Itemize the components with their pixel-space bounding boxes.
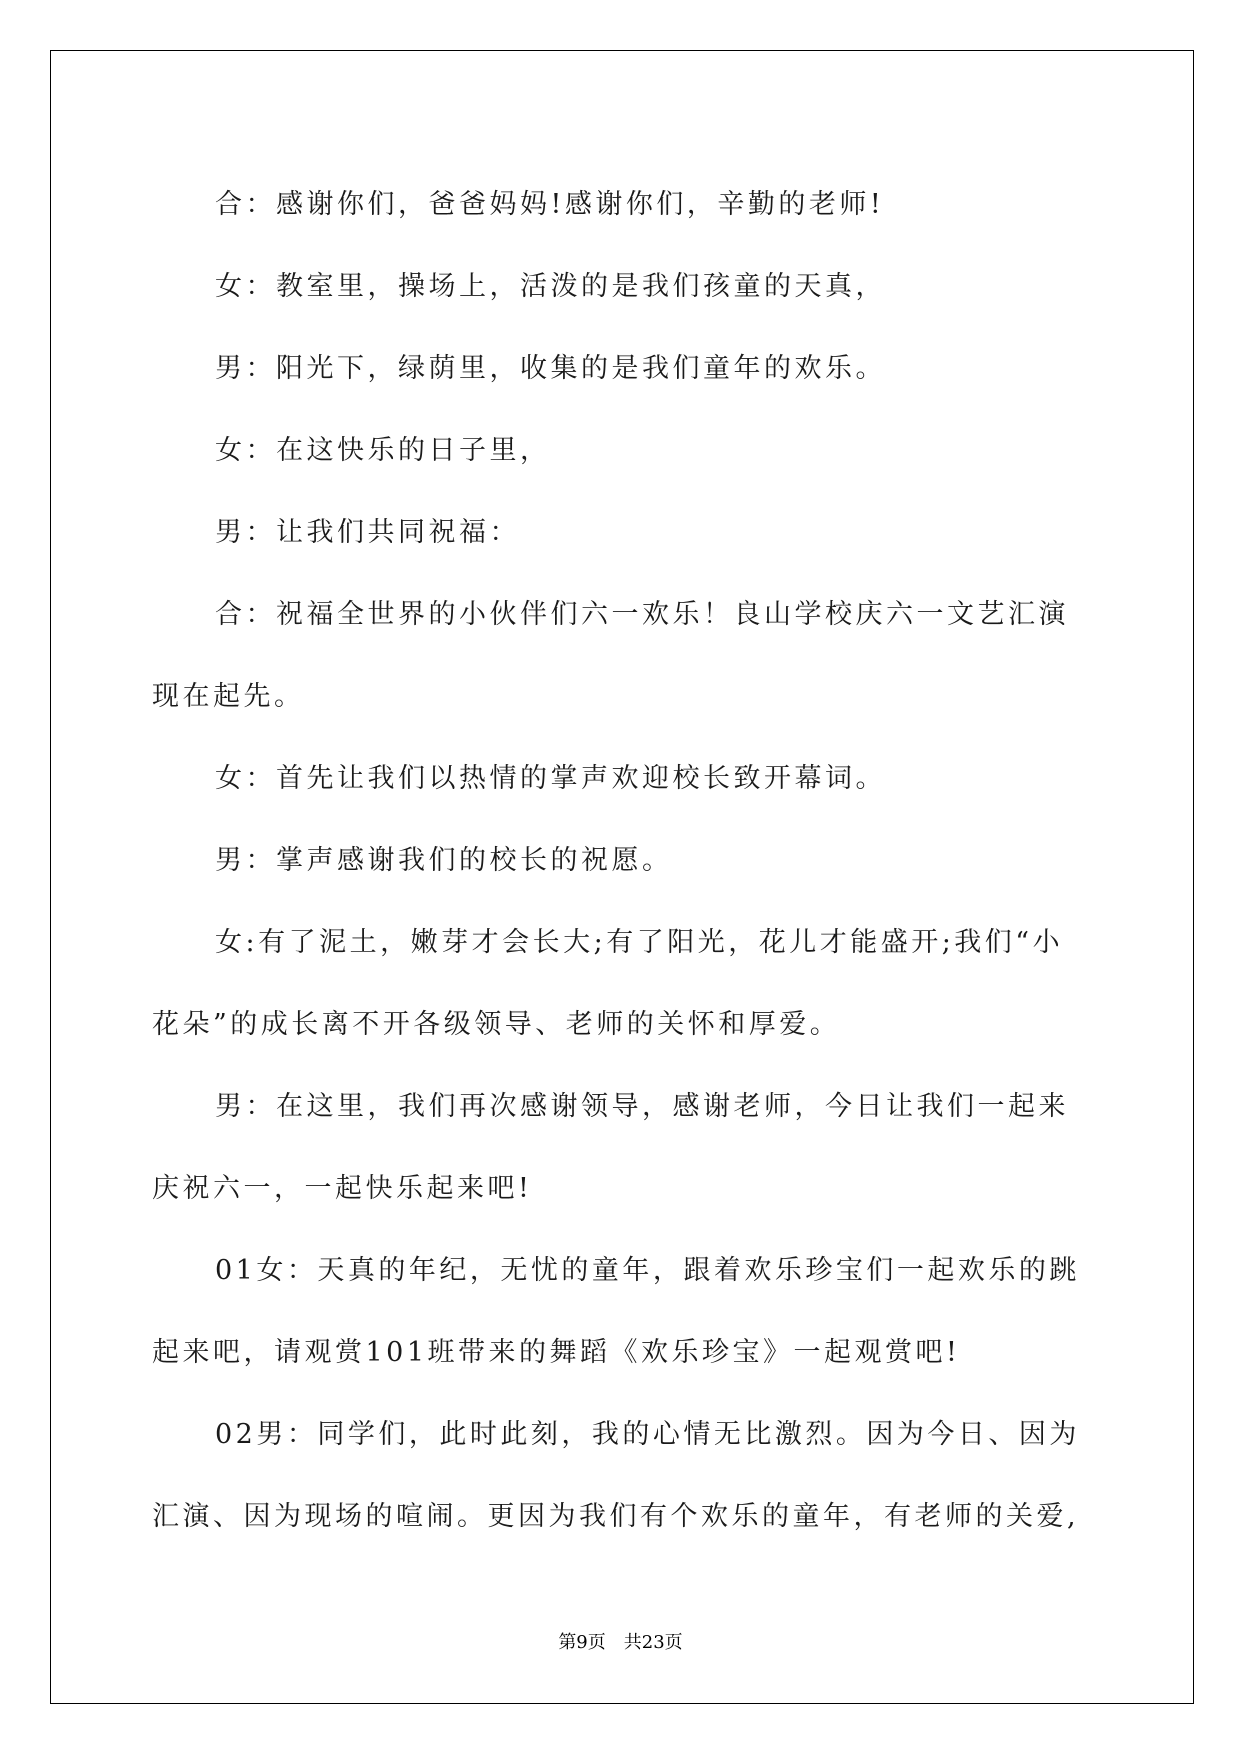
- paragraph: 女：教室里，操场上，活泼的是我们孩童的天真，: [215, 271, 886, 302]
- paragraph: 男：让我们共同祝福：: [215, 517, 520, 548]
- paragraph: 男：掌声感谢我们的校长的祝愿。: [215, 845, 673, 876]
- paragraph: 女：在这快乐的日子里，: [215, 435, 551, 466]
- paragraph: 合：祝福全世界的小伙伴们六一欢乐！良山学校庆六一文艺汇演现在起先。: [152, 599, 1069, 712]
- paragraph: 女:有了泥土，嫩芽才会长大;有了阳光，花儿才能盛开;我们“小花朵”的成长离不开各级领导、老师的关怀和厚爱。: [152, 927, 1064, 1040]
- paragraph: 02男：同学们，此时此刻，我的心情无比激烈。因为今日、因为汇演、因为现场的喧闹。更因为我们有个欢乐的童年，有老师的关爱,: [152, 1419, 1080, 1532]
- page-footer: [0, 1628, 1241, 1654]
- paragraph: 男：在这里，我们再次感谢领导，感谢老师，今日让我们一起来庆祝六一，一起快乐起来吧!: [152, 1091, 1069, 1204]
- paragraph: 男：阳光下，绿荫里，收集的是我们童年的欢乐。: [215, 353, 886, 384]
- document-body: [152, 164, 1092, 1558]
- page-total: 共23页: [623, 1632, 683, 1653]
- paragraph: 合：感谢你们，爸爸妈妈!感谢你们，辛勤的老师!: [215, 189, 885, 220]
- paragraph: 女：首先让我们以热情的掌声欢迎校长致开幕词。: [215, 763, 886, 794]
- page-number: 第9页: [558, 1632, 606, 1653]
- paragraph: 01女：天真的年纪，无忧的童年，跟着欢乐珍宝们一起欢乐的跳起来吧，请观赏101班带来的舞蹈《欢乐珍宝》一起观赏吧!: [152, 1255, 1080, 1368]
